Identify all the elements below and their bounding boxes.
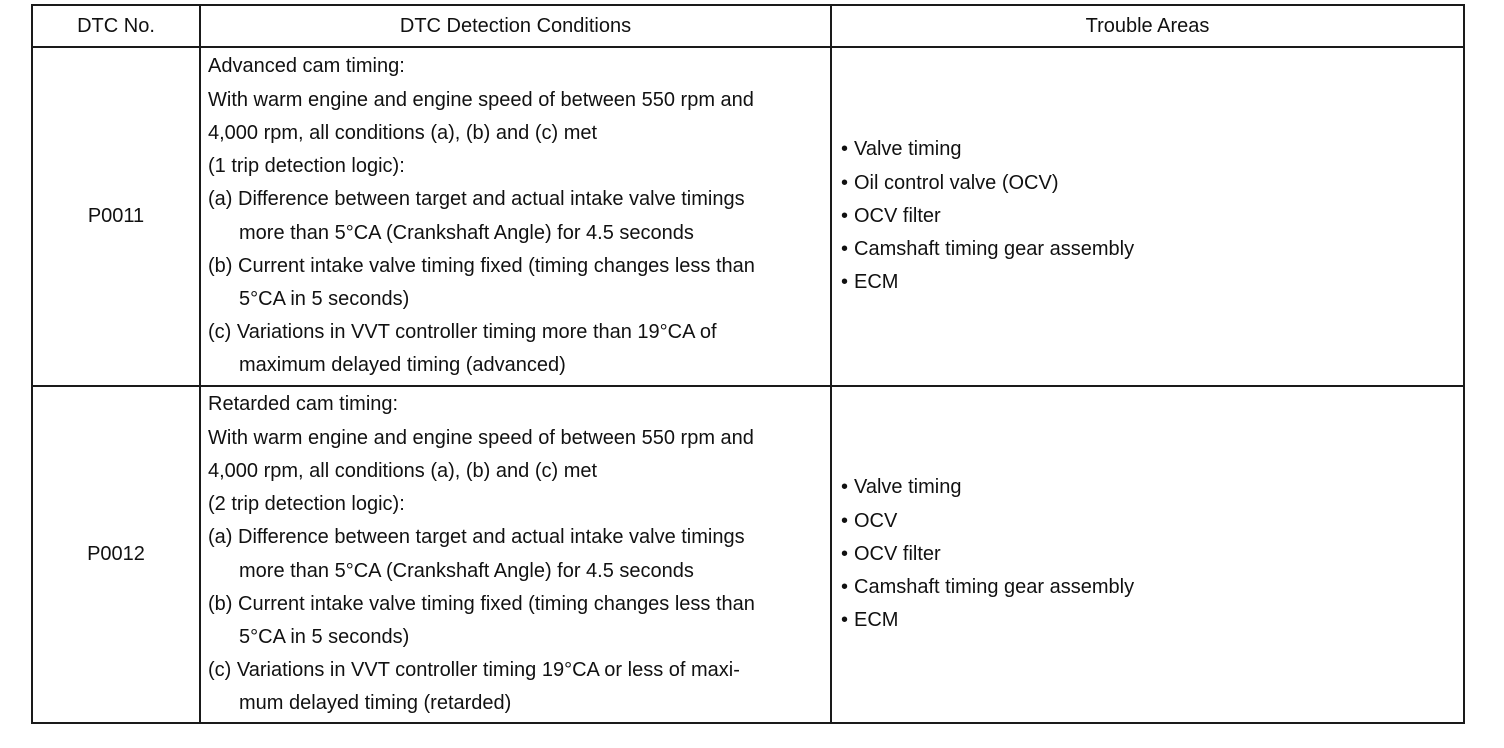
trouble-area-item: • Camshaft timing gear assembly — [841, 571, 1463, 604]
trouble-areas-cell — [831, 386, 1464, 723]
trouble-area-item: • Camshaft timing gear assembly — [841, 233, 1463, 266]
condition-item-c: (c) Variations in VVT controller timing more than 19°CA of — [208, 321, 717, 344]
condition-line: Advanced cam timing: — [208, 55, 405, 78]
condition-item-b: (b) Current intake valve timing fixed (timing changes less than — [208, 254, 755, 277]
condition-item-b-cont: 5°CA in 5 seconds) — [239, 625, 410, 648]
header-dtc-no: DTC No. — [32, 5, 200, 47]
condition-item-c: (c) Variations in VVT controller timing 19°CA or less of maxi- — [208, 659, 740, 682]
trouble-areas-cell — [831, 47, 1464, 386]
condition-item-a-cont: more than 5°CA (Crankshaft Angle) for 4.5 seconds — [239, 559, 694, 582]
trouble-area-item: • OCV filter — [841, 538, 1463, 571]
detection-conditions-cell — [200, 47, 831, 386]
condition-item-c-cont: mum delayed timing (retarded) — [239, 692, 512, 715]
condition-line: (2 trip detection logic): — [208, 493, 405, 516]
dtc-code: P0011 — [32, 47, 200, 386]
header-trouble-areas: Trouble Areas — [831, 5, 1464, 47]
condition-item-c-cont: maximum delayed timing (advanced) — [239, 354, 566, 377]
header-detection-conditions: DTC Detection Conditions — [200, 5, 831, 47]
dtc-table — [31, 4, 1465, 724]
dtc-code: P0012 — [32, 386, 200, 723]
trouble-area-item: • Valve timing — [841, 133, 1463, 166]
trouble-area-item: • Oil control valve (OCV) — [841, 167, 1463, 200]
condition-item-b-cont: 5°CA in 5 seconds) — [239, 287, 410, 310]
trouble-area-item: • OCV — [841, 505, 1463, 538]
trouble-area-item: • Valve timing — [841, 471, 1463, 504]
detection-conditions-cell — [200, 386, 831, 723]
table-row — [32, 47, 1464, 386]
condition-line: 4,000 rpm, all conditions (a), (b) and (c) met — [208, 121, 598, 144]
condition-item-a-cont: more than 5°CA (Crankshaft Angle) for 4.5 seconds — [239, 221, 694, 244]
condition-line: Retarded cam timing: — [208, 393, 399, 416]
table-row — [32, 386, 1464, 723]
table-header-row — [32, 5, 1464, 47]
trouble-area-item: • OCV filter — [841, 200, 1463, 233]
trouble-area-item: • ECM — [841, 604, 1463, 637]
condition-line: With warm engine and engine speed of between 550 rpm and — [208, 426, 754, 449]
condition-line: With warm engine and engine speed of between 550 rpm and — [208, 88, 754, 111]
condition-item-a: (a) Difference between target and actual intake valve timings — [208, 188, 745, 211]
condition-item-a: (a) Difference between target and actual intake valve timings — [208, 526, 745, 549]
trouble-area-item: • ECM — [841, 266, 1463, 299]
condition-line: 4,000 rpm, all conditions (a), (b) and (c) met — [208, 459, 598, 482]
condition-item-b: (b) Current intake valve timing fixed (timing changes less than — [208, 592, 755, 615]
condition-line: (1 trip detection logic): — [208, 155, 405, 178]
